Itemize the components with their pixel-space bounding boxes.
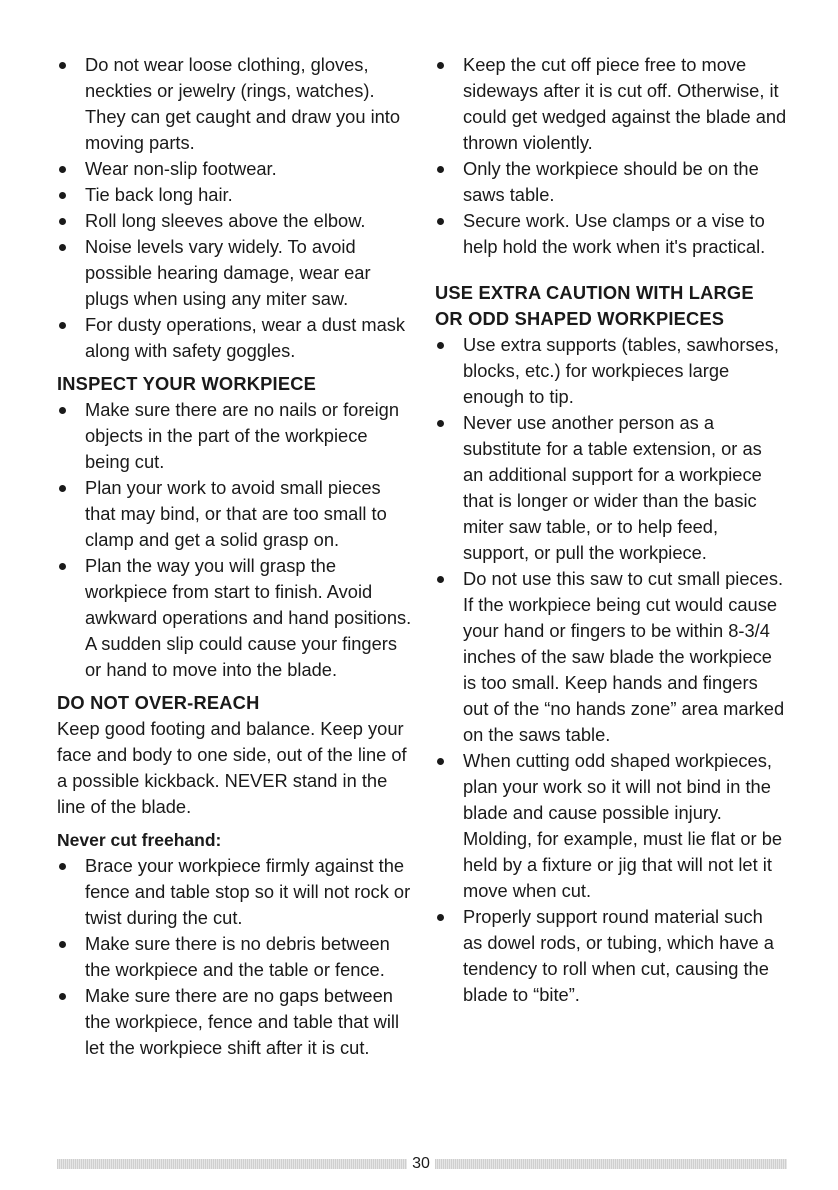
list-item: Properly support round material such as dowel rods, or tubing, which have a tendency to roll when cut, causing the blade to “bite”. bbox=[435, 904, 787, 1008]
list-item: Plan the way you will grasp the workpiece from start to finish. Avoid awkward operations and hand positions. A sudden slip could cause your fingers or hand to move into the blade. bbox=[57, 553, 412, 683]
list-item: Never use another person as a substitute for a table extension, or as an additional support for a workpiece that is longer or wider than the basic miter saw table, or to help feed, support, or pull the workpiece. bbox=[435, 410, 787, 566]
page-number: 30 bbox=[412, 1155, 430, 1172]
safety-clothing-list bbox=[57, 52, 412, 364]
freehand-heading: Never cut freehand: bbox=[57, 830, 222, 850]
list-item: For dusty operations, wear a dust mask along with safety goggles. bbox=[57, 312, 412, 364]
list-item: Make sure there is no debris between the workpiece and the table or fence. bbox=[57, 931, 412, 983]
list-item: Do not wear loose clothing, gloves, neckties or jewelry (rings, watches). They can get caught and draw you into moving parts. bbox=[57, 52, 412, 156]
extra-caution-heading bbox=[435, 280, 787, 332]
page-footer bbox=[57, 1154, 787, 1174]
list-item: Secure work. Use clamps or a vise to help hold the work when it's practical. bbox=[435, 208, 787, 260]
list-item: Roll long sleeves above the elbow. bbox=[57, 208, 412, 234]
footer-band-left bbox=[57, 1159, 407, 1169]
list-item: Make sure there are no nails or foreign objects in the part of the workpiece being cut. bbox=[57, 397, 412, 475]
over-reach-heading: DO NOT OVER-REACH bbox=[57, 692, 260, 713]
list-item: Noise levels vary widely. To avoid possible hearing damage, wear ear plugs when using any miter saw. bbox=[57, 234, 412, 312]
list-item: When cutting odd shaped workpieces, plan your work so it will not bind in the blade and cause possible injury. Molding, for example, must lie flat or be held by a fixture or jig that will not let it move when cut. bbox=[435, 748, 787, 904]
list-item: Tie back long hair. bbox=[57, 182, 412, 208]
inspect-workpiece-heading: INSPECT YOUR WORKPIECE bbox=[57, 373, 317, 394]
over-reach-paragraph: Keep good footing and balance. Keep your face and body to one side, out of the line of a possible kickback. NEVER stand in the line of the blade. bbox=[57, 718, 407, 817]
right-column bbox=[435, 52, 787, 1008]
cutoff-list bbox=[435, 52, 787, 260]
list-item: Brace your workpiece firmly against the fence and table stop so it will not rock or twist during the cut. bbox=[57, 853, 412, 931]
extra-caution-heading-line2: OR ODD SHAPED WORKPIECES bbox=[435, 308, 725, 329]
inspect-workpiece-list bbox=[57, 397, 412, 683]
list-item: Wear non-slip footwear. bbox=[57, 156, 412, 182]
freehand-list bbox=[57, 853, 412, 1061]
list-item: Make sure there are no gaps between the workpiece, fence and table that will let the workpiece shift after it is cut. bbox=[57, 983, 412, 1061]
list-item: Plan your work to avoid small pieces that may bind, or that are too small to clamp and get a solid grasp on. bbox=[57, 475, 412, 553]
list-item: Do not use this saw to cut small pieces. If the workpiece being cut would cause your hand or fingers to be within 8-3/4 inches of the saw blade the workpiece is too small. Keep hands and fingers out of the “no hands zone” area marked on the saws table. bbox=[435, 566, 787, 748]
list-item: Use extra supports (tables, sawhorses, blocks, etc.) for workpieces large enough to tip. bbox=[435, 332, 787, 410]
extra-caution-heading-line1: USE EXTRA CAUTION WITH LARGE bbox=[435, 282, 754, 303]
footer-band-right bbox=[435, 1159, 787, 1169]
extra-caution-list bbox=[435, 332, 787, 1008]
left-column bbox=[57, 52, 412, 1061]
list-item: Keep the cut off piece free to move sideways after it is cut off. Otherwise, it could get wedged against the blade and thrown violently. bbox=[435, 52, 787, 156]
list-item: Only the workpiece should be on the saws table. bbox=[435, 156, 787, 208]
